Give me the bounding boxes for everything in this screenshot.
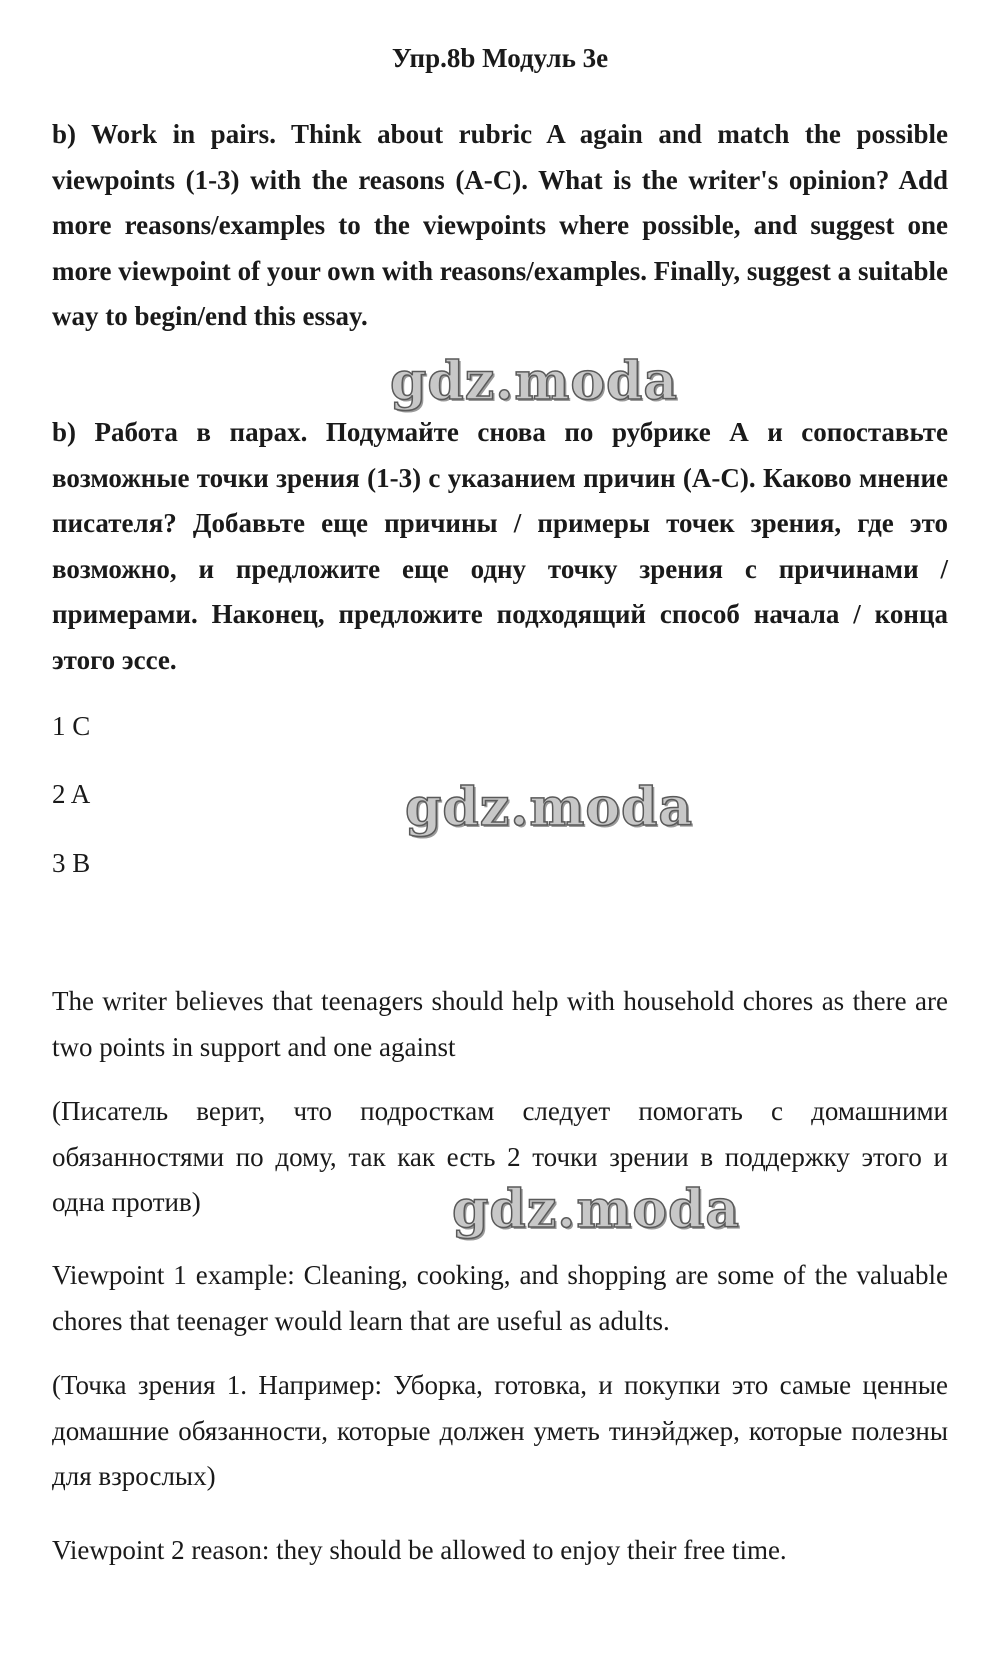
writer-opinion-translation: (Писатель верит, что подросткам следует помогать с домашними обязанностями по дому, так как есть 2 точки зрении в поддержку этого и одна против) bbox=[52, 1096, 948, 1217]
answer-item: 1 C bbox=[52, 711, 91, 741]
writer-opinion-paragraph: The writer believes that teenagers should help with household chores as there are two points in support and one against bbox=[52, 986, 948, 1062]
viewpoint-1-translation: (Точка зрения 1. Например: Уборка, готовка, и покупки это самые ценные домашние обязанности, которые должен уметь тинэйджер, которые полезны для взрослых) bbox=[52, 1370, 948, 1491]
task-text-english: b) Work in pairs. Think about rubric A again and match the possible viewpoints (1-3) with the reasons (A-C). What is the writer's opinion? Add more reasons/examples to the viewpoints where possible, and suggest one more viewpoint of your own with reasons/examples. Finally, suggest a suitable way to begin/end this essay. bbox=[52, 119, 948, 331]
answer-item: 2 A bbox=[52, 779, 91, 809]
watermark-logo: gdz.moda bbox=[452, 1179, 741, 1240]
page-title: Упр.8b Модуль 3e bbox=[391, 43, 609, 73]
watermark-logo: gdz.moda bbox=[405, 777, 694, 838]
answer-item: 3 B bbox=[52, 848, 91, 878]
task-text-russian: b) Работа в парах. Подумайте снова по рубрике А и сопоставьте возможные точки зрения (1-3) с указанием причин (A-C). Каково мнение писателя? Добавьте еще причины / примеры точек зрения, где это возможно, и предложите еще одну точку зрения с причинами / примерами. Наконец, предложите подходящий способ начала / конца этого эссе. bbox=[52, 417, 948, 675]
watermark-logo: gdz.moda bbox=[390, 351, 679, 412]
viewpoint-2-reason: Viewpoint 2 reason: they should be allowed to enjoy their free time. bbox=[52, 1535, 787, 1565]
document-page bbox=[52, 0, 948, 1656]
viewpoint-1-example: Viewpoint 1 example: Cleaning, cooking, and shopping are some of the valuable chores that teenager would learn that are useful as adults. bbox=[52, 1260, 948, 1336]
